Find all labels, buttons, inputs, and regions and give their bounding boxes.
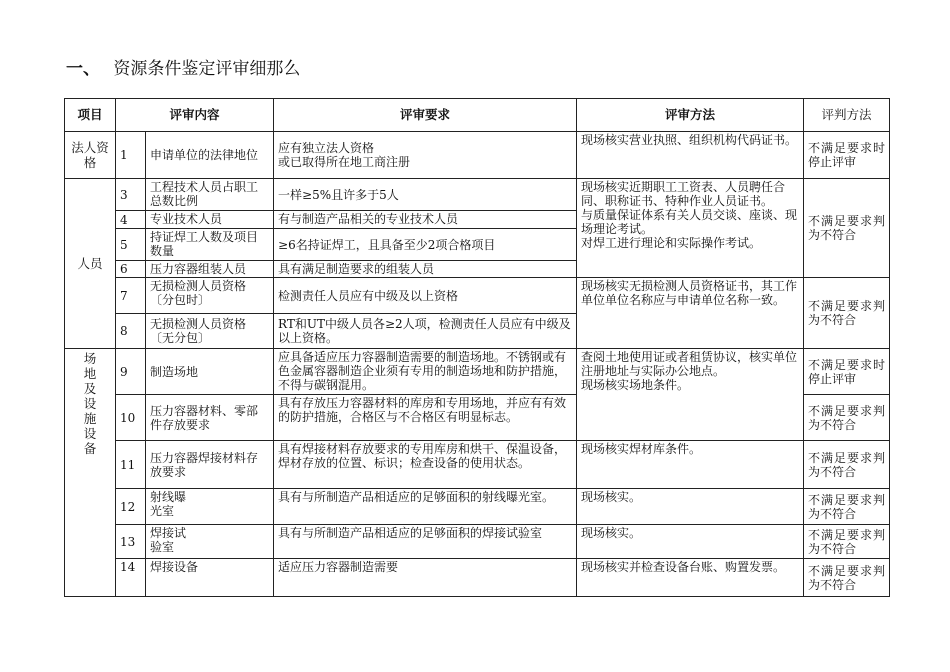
row-number: 5 bbox=[116, 229, 146, 261]
row-number: 4 bbox=[116, 211, 146, 229]
table-row bbox=[65, 525, 890, 559]
row-requirement: 有与制造产品相关的专业技术人员 bbox=[274, 211, 577, 229]
row-judge: 不满足要求判为不符合 bbox=[804, 278, 890, 349]
row-judge: 不满足要求判为不符合 bbox=[804, 395, 890, 441]
table-row bbox=[65, 349, 890, 395]
row-number: 3 bbox=[116, 179, 146, 211]
row-content: 持证焊工人数及项目数量 bbox=[146, 229, 274, 261]
row-content: 压力容器焊接材料存放要求 bbox=[146, 441, 274, 489]
row-number: 9 bbox=[116, 349, 146, 395]
row-number: 7 bbox=[116, 278, 146, 314]
row-method: 现场核实。 bbox=[577, 489, 804, 525]
row-number: 8 bbox=[116, 314, 146, 349]
header-requirement: 评审要求 bbox=[274, 99, 577, 132]
row-number: 6 bbox=[116, 261, 146, 278]
row-content: 压力容器材料、零部件存放要求 bbox=[146, 395, 274, 441]
row-judge: 不满足要求判为不符合 bbox=[804, 489, 890, 525]
row-number: 11 bbox=[116, 441, 146, 489]
row-judge: 不满足要求判为不符合 bbox=[804, 179, 890, 278]
review-table bbox=[64, 98, 890, 597]
row-content: 压力容器组装人员 bbox=[146, 261, 274, 278]
item-site bbox=[65, 349, 116, 597]
row-method: 查阅土地使用证或者租赁协议，核实单位注册地址与实际办公地点。 现场核实场地条件。 bbox=[577, 349, 804, 441]
row-method: 现场核实并检查设备台账、购置发票。 bbox=[577, 559, 804, 597]
header-method: 评审方法 bbox=[577, 99, 804, 132]
row-requirement: 具有焊接材料存放要求的专用库房和烘干、保温设备，焊材存放的位置、标识；检查设备的使用状态。 bbox=[274, 441, 577, 489]
row-requirement: 应具备适应压力容器制造需要的制造场地。不锈钢或有色金属容器制造企业须有专用的制造场地和防护措施，不得与碳钢混用。 bbox=[274, 349, 577, 395]
row-number: 1 bbox=[116, 132, 146, 179]
section-title: 资源条件鉴定评审细那么 bbox=[113, 59, 301, 79]
row-requirement: 具有满足制造要求的组装人员 bbox=[274, 261, 577, 278]
row-requirement: RT和UT中级人员各≥2人项，检测责任人员应有中级及以上资格。 bbox=[274, 314, 577, 349]
row-judge: 不满足要求时停止评审 bbox=[804, 132, 890, 179]
header-judge: 评判方法 bbox=[804, 99, 890, 132]
row-number: 13 bbox=[116, 525, 146, 559]
row-judge: 不满足要求判为不符合 bbox=[804, 525, 890, 559]
header-item: 项目 bbox=[65, 99, 116, 132]
row-method: 现场核实无损检测人员资格证书，其工作单位单位名称应与申请单位名称一致。 bbox=[577, 278, 804, 349]
row-number: 14 bbox=[116, 559, 146, 597]
row-content: 工程技术人员占职工总数比例 bbox=[146, 179, 274, 211]
row-content: 申请单位的法律地位 bbox=[146, 132, 274, 179]
row-requirement: 检测责任人员应有中级及以上资格 bbox=[274, 278, 577, 314]
table-header-row bbox=[65, 99, 890, 132]
table-row bbox=[65, 559, 890, 597]
section-heading bbox=[66, 58, 300, 80]
row-number: 12 bbox=[116, 489, 146, 525]
row-judge: 不满足要求时停止评审 bbox=[804, 349, 890, 395]
header-content: 评审内容 bbox=[116, 99, 274, 132]
row-method: 现场核实近期职工工资表、人员聘任合同、职称证书、特种作业人员证书。 与质量保证体系有关人员交谈、座谈、现场理论考试。 对焊工进行理论和实际操作考试。 bbox=[577, 179, 804, 278]
row-requirement: 一样≥5%且许多于5人 bbox=[274, 179, 577, 211]
row-requirement: 适应压力容器制造需要 bbox=[274, 559, 577, 597]
row-method: 现场核实焊材库条件。 bbox=[577, 441, 804, 489]
row-content: 专业技术人员 bbox=[146, 211, 274, 229]
row-judge: 不满足要求判为不符合 bbox=[804, 441, 890, 489]
row-content: 焊接设备 bbox=[146, 559, 274, 597]
table-row bbox=[65, 132, 890, 179]
item-legal: 法人资格 bbox=[65, 132, 116, 179]
table-row bbox=[65, 179, 890, 211]
item-site-label: 场地及设施设备 bbox=[83, 351, 97, 456]
row-judge: 不满足要求判为不符合 bbox=[804, 559, 890, 597]
row-requirement: 具有存放压力容器材料的库房和专用场地，并应有有效的防护措施，合格区与不合格区有明显标志。 bbox=[274, 395, 577, 441]
row-content: 焊接试 验室 bbox=[146, 525, 274, 559]
table-row bbox=[65, 441, 890, 489]
row-content: 制造场地 bbox=[146, 349, 274, 395]
table-row bbox=[65, 489, 890, 525]
row-content: 无损检测人员资格〔分包时〕 bbox=[146, 278, 274, 314]
row-requirement: 具有与所制造产品相适应的足够面积的射线曝光室。 bbox=[274, 489, 577, 525]
section-number: 一、 bbox=[66, 59, 100, 79]
row-requirement: ≥6名持证焊工，且具备至少2项合格项目 bbox=[274, 229, 577, 261]
item-personnel: 人员 bbox=[65, 179, 116, 349]
row-requirement: 应有独立法人资格 或已取得所在地工商注册 bbox=[274, 132, 577, 179]
table-row bbox=[65, 278, 890, 314]
row-method: 现场核实。 bbox=[577, 525, 804, 559]
row-content: 射线曝 光室 bbox=[146, 489, 274, 525]
row-content: 无损检测人员资格〔无分包〕 bbox=[146, 314, 274, 349]
row-requirement: 具有与所制造产品相适应的足够面积的焊接试验室 bbox=[274, 525, 577, 559]
row-number: 10 bbox=[116, 395, 146, 441]
row-method: 现场核实营业执照、组织机构代码证书。 bbox=[577, 132, 804, 179]
